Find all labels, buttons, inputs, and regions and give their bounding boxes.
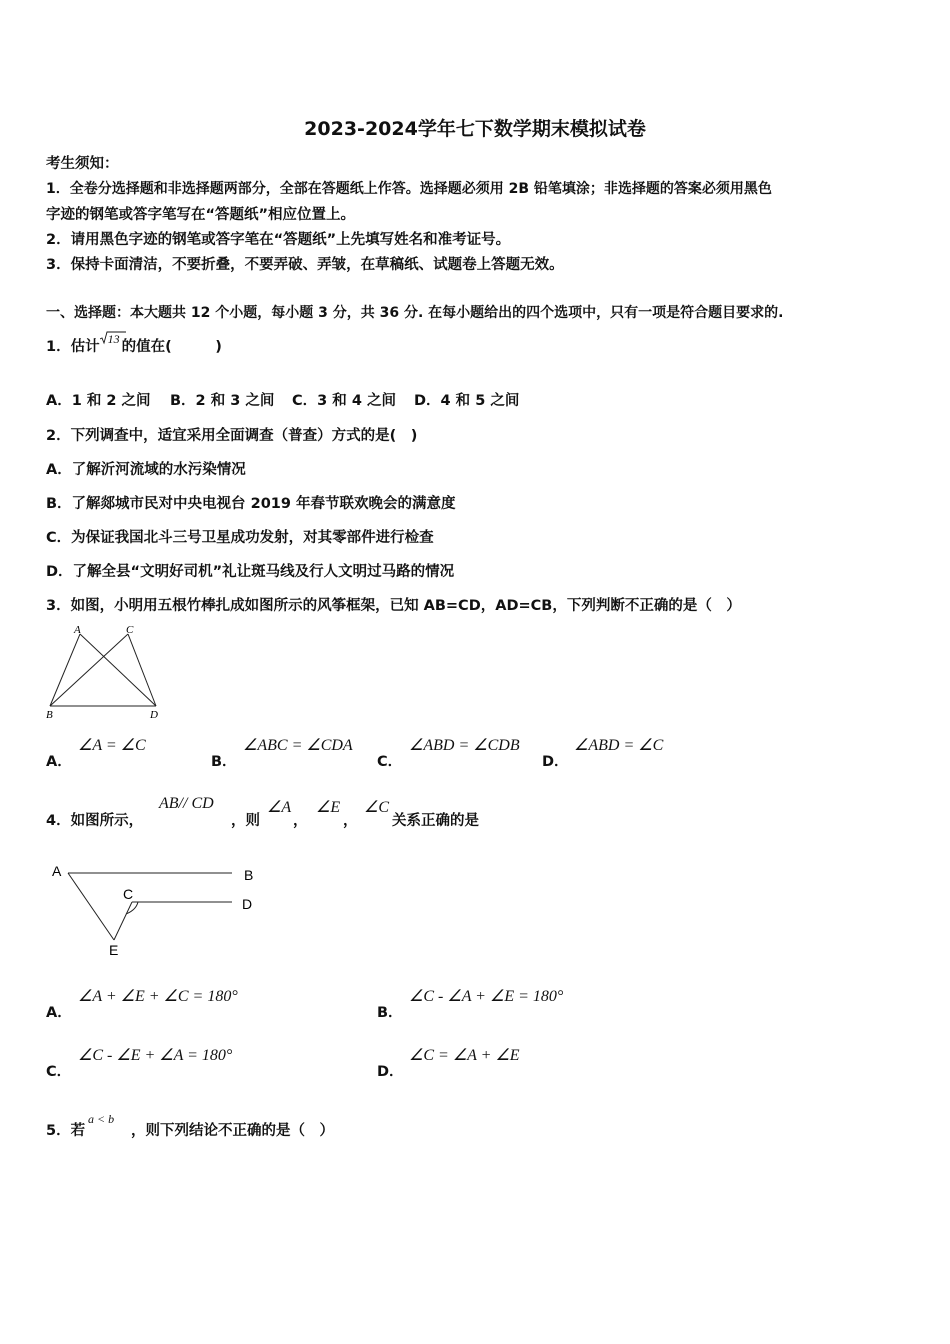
q3-option-b-math: ∠ABC = ∠CDA (243, 737, 353, 754)
q4-option-a-math: ∠A + ∠E + ∠C = 180° (78, 988, 238, 1005)
q1-suffix: 的值在( ) (121, 339, 222, 355)
q4-option-b-math: ∠C - ∠A + ∠E = 180° (409, 988, 564, 1005)
q2-option-c[interactable]: C．为保证我国北斗三号卫星成功发射，对其零部件进行检查 (46, 530, 434, 546)
fig3-label-a: A (74, 624, 81, 636)
q5-condition: a < b (88, 1112, 115, 1126)
q3-option-b-label[interactable]: B． (211, 754, 237, 770)
q4-sep-1: ， (293, 813, 308, 829)
section-heading: 一、选择题：本大题共 12 个小题，每小题 3 分，共 36 分. 在每小题给出的四个选项中，只有一项是符合题目要求的. (46, 305, 784, 321)
q4-sep-2: ， (343, 813, 358, 829)
q3-option-d-label[interactable]: D． (542, 754, 569, 770)
fig4-label-d: D (242, 896, 253, 912)
q4-angle-c: ∠C (364, 799, 390, 816)
q1-option-d[interactable]: D．4 和 5 之间 (414, 393, 520, 409)
q5-suffix: ，则下列结论不正确的是（ ） (131, 1123, 334, 1139)
q3-option-a-label[interactable]: A． (46, 754, 72, 770)
q5-prefix: 5．若 (46, 1123, 86, 1139)
fig3-label-d: D (150, 709, 158, 721)
question-2: 2．下列调查中，适宜采用全面调查（普查）方式的是( ) (46, 428, 418, 444)
fig4-label-e: E (109, 942, 119, 958)
q4-option-d-math: ∠C = ∠A + ∠E (409, 1047, 520, 1064)
q4-option-b-label[interactable]: B． (377, 1005, 403, 1021)
q3-option-c-label[interactable]: C． (377, 754, 403, 770)
q2-option-d[interactable]: D．了解全县“文明好司机”礼让斑马线及行人文明过马路的情况 (46, 564, 455, 580)
fig3-label-c: C (126, 624, 134, 636)
parallel-lines-figure (46, 858, 276, 960)
fig3-label-b: B (46, 709, 53, 721)
fig4-label-a: A (52, 863, 62, 879)
q4-option-c-math: ∠C - ∠E + ∠A = 180° (78, 1047, 233, 1064)
q4-mid: ，则 (231, 813, 260, 829)
q4-suffix: 关系正确的是 (392, 813, 479, 829)
q2-option-b[interactable]: B．了解郯城市民对中央电视台 2019 年春节联欢晚会的满意度 (46, 496, 456, 512)
page-title: 2023-2024学年七下数学期末模拟试卷 (304, 118, 646, 140)
q4-angle-a: ∠A (267, 799, 292, 816)
notice-line-3: 3．保持卡面清洁，不要折叠，不要弄破、弄皱，在草稿纸、试题卷上答题无效。 (46, 257, 564, 273)
question-3: 3．如图，小明用五根竹棒扎成如图所示的风筝框架，已知 AB=CD，AD=CB，下列判断不正确的是（ ） (46, 598, 741, 614)
q4-option-d-label[interactable]: D． (377, 1064, 404, 1080)
q1-option-c[interactable]: C．3 和 4 之间 (292, 393, 396, 409)
notice-line-2: 2．请用黑色字迹的钢笔或答字笔在“答题纸”上先填写姓名和准考证号。 (46, 232, 511, 248)
q1-option-b[interactable]: B．2 和 3 之间 (170, 393, 275, 409)
q3-option-d-math: ∠ABD = ∠C (574, 737, 664, 754)
q3-option-a-math: ∠A = ∠C (78, 737, 146, 754)
q1-option-a[interactable]: A．1 和 2 之间 (46, 393, 151, 409)
q1-radical (100, 332, 120, 347)
q4-prefix: 4．如图所示， (46, 813, 144, 829)
radical-sign-icon (100, 331, 126, 345)
q4-angle-e: ∠E (316, 799, 341, 816)
notice-heading: 考生须知： (46, 156, 119, 172)
question-1 (46, 332, 222, 356)
radical-value: 13 (107, 332, 120, 346)
notice-line-1a: 1．全卷分选择题和非选择题两部分，全部在答题纸上作答。选择题必须用 2B 铅笔填涂；非选择题的答案必须用黑色 (46, 181, 772, 197)
notice-line-1b: 字迹的钢笔或答字笔写在“答题纸”相应位置上。 (46, 207, 356, 223)
fig4-label-b: B (244, 867, 254, 883)
kite-frame-figure (40, 622, 170, 724)
q4-condition: AB// CD (159, 795, 214, 812)
q1-prefix: 1．估计 (46, 339, 100, 355)
fig4-label-c: C (123, 886, 134, 902)
q4-option-a-label[interactable]: A． (46, 1005, 72, 1021)
q2-option-a[interactable]: A．了解沂河流域的水污染情况 (46, 462, 246, 478)
q3-option-c-math: ∠ABD = ∠CDB (409, 737, 520, 754)
q4-option-c-label[interactable]: C． (46, 1064, 72, 1080)
